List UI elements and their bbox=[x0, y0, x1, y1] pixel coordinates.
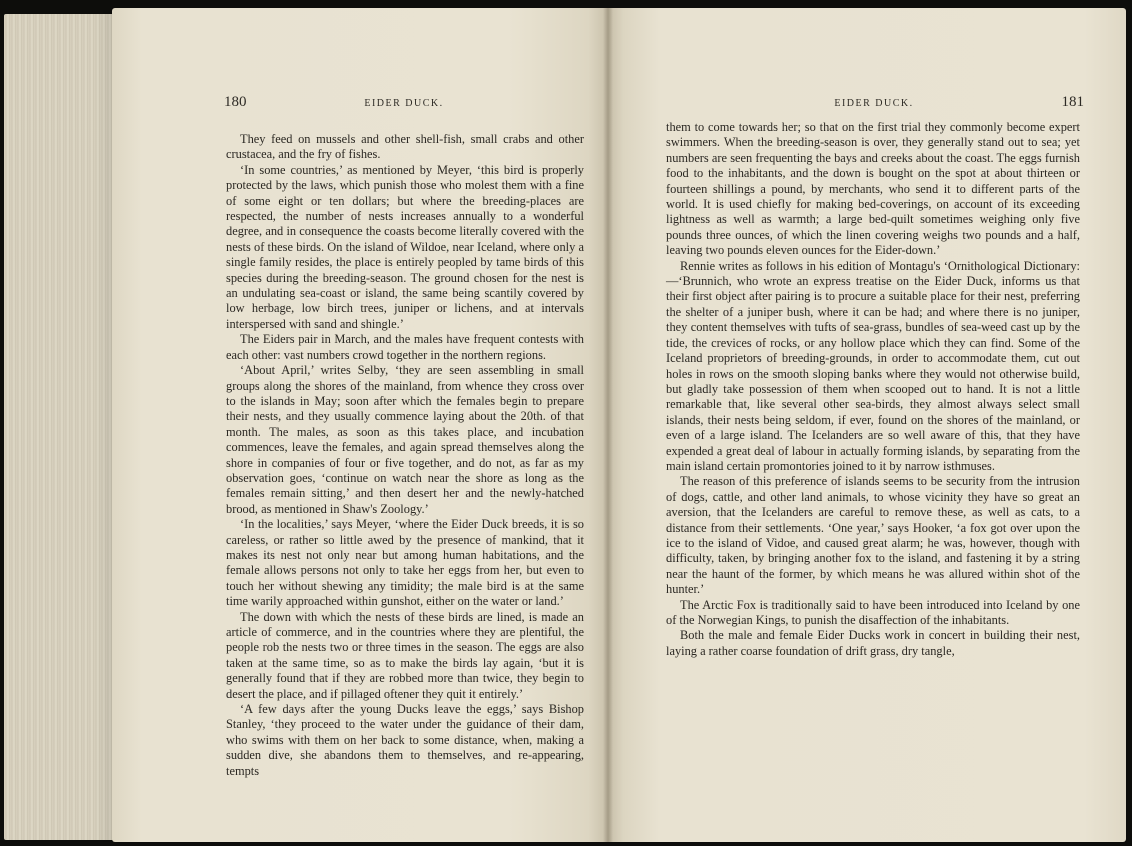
left-paragraph-4: ‘About April,’ writes Selby, ‘they are seen assembling in small groups along the shores of the mainland, from whence they cross over to the islands in May; soon after which the females begin to prepare their nests, and they usually commence laying about the 20th. of that month. The males, as soon as this takes place, and incubation commences, leave the females, and again spread themselves along the shore in companies of four or five together, and do not, as far as my observation goes, ‘continue on watch near the shore as long as the females remain sitting,’ and then desert her and the newly-hatched brood, as mentioned in Shaw's Zoology.’ bbox=[226, 363, 584, 516]
right-page bbox=[608, 8, 1126, 842]
left-page-text bbox=[226, 132, 584, 779]
left-paragraph-3: The Eiders pair in March, and the males have frequent contests with each other: vast numbers crowd together in the northern regions. bbox=[226, 332, 584, 362]
left-paragraph-2: ‘In some countries,’ as mentioned by Meyer, ‘this bird is properly protected by the laws, which punish those who molest them with a fine of some eight or ten dollars; but where the breeding-places are respected, the number of nests increases annually to a wonderful degree, and in consequence the coasts become literally covered with the nests of these birds. On the island of Wildoe, near Iceland, where only a single family resides, the place is entirely peopled by tame birds of this species during the breeding-season. The ground chosen for the nest is an undulating sea-coast or island, the same being scantily covered by low herbage, low birch trees, juniper or lichens, and at intervals interspersed with sand and shingle.’ bbox=[226, 162, 584, 331]
left-running-head: EIDER DUCK. bbox=[364, 98, 444, 109]
left-paragraph-6: The down with which the nests of these birds are lined, is made an article of commerce, and in the countries where they are plentiful, the people rob the nests two or three times in the season. The eggs are also taken at the same time, so as to make the birds lay again, ‘but it is generally found that if they are robbed more than twice, they begin to desert the place, and if pillaged oftener they quit it entirely.’ bbox=[226, 609, 584, 701]
right-paragraph-2: Rennie writes as follows in his edition of Montagu's ‘Ornithological Dictionary:—‘Brunnich, who wrote an express treatise on the Eider Duck, informs us that their first object after pairing is to procure a suitable place for their nest, preferring the shelter of a juniper bush, where it can be had; and where there is no juniper, they content themselves with tufts of sea-grass, bundles of sea-weed cast up by the tide, the crevices of rocks, or any hollow place which they can find. Some of the Iceland proprietors of breeding-grounds, in order to accommodate them, cut out holes in rows on the smooth sloping banks where they would not otherwise build, but gladly take possession of them when scooped out to hand. It is not a little remarkable that, like several other sea-birds, they almost always select small islands, their nests being seldom, if ever, found on the shores of the mainland, or even of a large island. The Icelanders are so well aware of this, that they have expended a great deal of labour in actually forming islands, by separating from the main island certain promontories joined to it by narrow isthmuses. bbox=[666, 258, 1080, 473]
left-page-number: 180 bbox=[224, 94, 247, 110]
right-running-head: EIDER DUCK. bbox=[834, 98, 914, 109]
right-page-header bbox=[664, 94, 1084, 118]
left-page bbox=[112, 8, 608, 842]
right-paragraph-4: The Arctic Fox is traditionally said to have been introduced into Iceland by one of the Norwegian Kings, to punish the disaffection of the inhabitants. bbox=[666, 597, 1080, 627]
right-paragraph-1: them to come towards her; so that on the first trial they commonly become expert swimmers. When the breeding-season is over, they generally stand out to sea; yet numbers are seen frequenting the bays and creeks about the coast. The eggs furnish food to the inhabitants, and the down is bought on the spot at about thirteen or fourteen shillings a pound, by merchants, who send it to different parts of the world. It is used chiefly for making bed-coverings, on account of its exceeding lightness as well as warmth; a large bed-quilt sometimes weighing only five pounds three ounces, of which the linen covering weighs two pounds and a half, leaving two pounds eleven ounces for the Eider-down.’ bbox=[666, 120, 1080, 258]
right-page-text bbox=[666, 120, 1080, 659]
left-paragraph-5: ‘In the localities,’ says Meyer, ‘where the Eider Duck breeds, it is so careless, or rather so little awed by the presence of mankind, that it makes its nest not only near but among human habitations, and the female allows persons not only to take her eggs from her, but even to touch her without shewing any timidity; the male bird is at the same time warily approached within gunshot, either on the water or land.’ bbox=[226, 517, 584, 609]
left-paragraph-7: ‘A few days after the young Ducks leave the eggs,’ says Bishop Stanley, ‘they proceed to the water under the guidance of their dam, who swims with them on her back to some distance, when, making a sudden dive, she abandons them to themselves, and re-appearing, tempts bbox=[226, 702, 584, 778]
right-page-number: 181 bbox=[1061, 94, 1084, 110]
right-paragraph-5: Both the male and female Eider Ducks work in concert in building their nest, laying a rather coarse foundation of drift grass, dry tangle, bbox=[666, 628, 1080, 658]
left-paragraph-1: They feed on mussels and other shell-fish, small crabs and other crustacea, and the fry of fishes. bbox=[226, 132, 584, 162]
left-page-header bbox=[224, 94, 584, 118]
book-gutter bbox=[603, 8, 613, 842]
right-paragraph-3: The reason of this preference of islands seems to be security from the intrusion of dogs, cattle, and other land animals, to whose vicinity they have so great an aversion, that the Icelanders are careful to remove these, as well as cats, to a distance from their settlements. ‘One year,’ says Hooker, ‘a fox got over upon the ice to the island of Vidoe, and caused great alarm; he was, however, though with difficulty, taken, by bringing another fox to the island, and fastening it by a string near the haunt of the former, by which means he was allured within shot of the hunter.’ bbox=[666, 474, 1080, 597]
